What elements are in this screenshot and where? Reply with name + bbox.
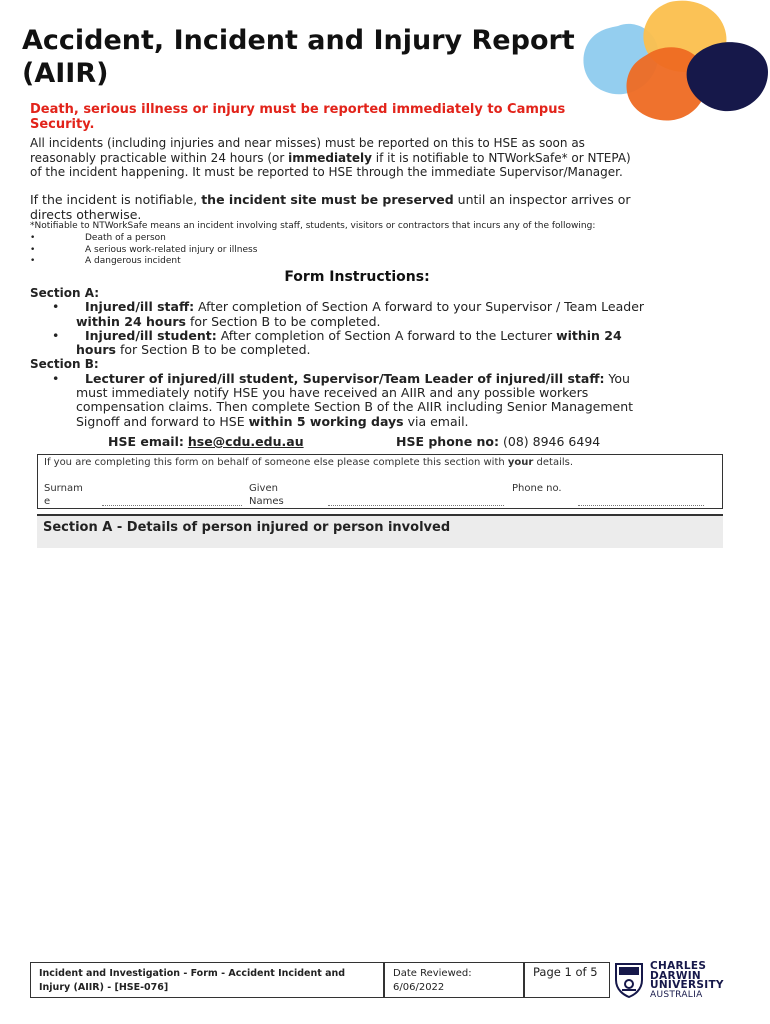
intro-paragraph: [30, 136, 710, 180]
footer-document-name: [39, 967, 345, 995]
wordmark-line: UNIVERSITY: [650, 979, 724, 991]
form-instructions: [30, 286, 710, 429]
surname-label: [44, 483, 83, 508]
note-text: details.: [533, 457, 574, 468]
footer-doc-line: Incident and Investigation - Form - Accident Incident and: [39, 968, 346, 979]
phone-input[interactable]: [578, 505, 704, 506]
notifiable-list: [30, 233, 430, 268]
warning-text: [30, 102, 630, 132]
intro-line-1: All incidents (including injuries and near misses) must be reported on this to HSE as soon as: [30, 136, 585, 150]
instruction-text: for Section B to be completed.: [116, 342, 311, 358]
instruction-text: You: [604, 370, 630, 386]
section-a-header: [37, 514, 723, 548]
intro-text: if it is notifiable to NTWorkSafe* or NTEPA): [371, 150, 631, 165]
instruction-line: [76, 329, 710, 343]
section-a-title: Section A - Details of person injured or person involved: [43, 520, 451, 535]
bullet: •: [52, 299, 60, 315]
instruction-text: for Section B to be completed.: [185, 313, 381, 329]
warning-line-2: Security.: [30, 117, 95, 132]
instruction-line: [76, 415, 710, 429]
footer-date-label: Date Reviewed:: [393, 968, 472, 979]
cdu-wordmark: [650, 962, 760, 1000]
section-b-label: Section B:: [30, 357, 99, 372]
wordmark-line: AUSTRALIA: [650, 989, 703, 1000]
given-label-line: Given: [249, 483, 278, 494]
instruction-text: After completion of Section A forward to your Supervisor / Team Leader: [194, 299, 645, 315]
footer-page-number: Page 1 of 5: [533, 965, 598, 979]
instruction-bold: within 24: [556, 327, 622, 343]
intro-line-3: of the incident happening. It must be reported to HSE through the immediate Supervisor/Manager.: [30, 165, 623, 179]
instruction-item: [30, 329, 710, 358]
instruction-bold: Lecturer of injured/ill student, Supervisor/Team Leader of injured/ill staff:: [85, 370, 605, 386]
instruction-text: via email.: [403, 413, 469, 429]
instruction-bold: within 5 working days: [248, 413, 404, 429]
section-a-label: Section A:: [30, 286, 100, 300]
list-item-text: A serious work-related injury or illness: [85, 244, 258, 255]
footer-document-cell: [30, 962, 384, 998]
instruction-line: [76, 343, 710, 357]
notifiable-text: until an inspector arrives or: [453, 192, 631, 207]
hse-email-link[interactable]: hse@cdu.edu.au: [187, 434, 304, 449]
cdu-crest-icon: [614, 962, 644, 998]
notifiable-bold: the incident site must be preserved: [201, 192, 454, 207]
instruction-line: compensation claims. Then complete Section B of the AIIR including Senior Management: [76, 399, 634, 415]
bullet: •: [30, 233, 36, 243]
list-item: [30, 245, 430, 257]
title-line-1: Accident, Incident and Injury Report: [22, 25, 575, 56]
bullet: •: [52, 327, 60, 343]
footer-doc-line: Injury (AIIR) - [HSE-076]: [39, 982, 169, 993]
instruction-line: [76, 315, 710, 329]
note-text: If you are completing this form on behalf of someone else please complete this section with: [44, 457, 508, 468]
notifiable-footnote: *Notifiable to NTWorkSafe means an incident involving staff, students, visitors or contractors that incurs any of the following:: [30, 221, 596, 231]
instruction-bold: Injured/ill staff:: [85, 299, 195, 315]
on-behalf-section: [37, 454, 723, 509]
instruction-line: [76, 372, 710, 386]
on-behalf-note: [44, 457, 573, 468]
page-title: [22, 24, 622, 90]
given-names-input[interactable]: [328, 505, 504, 506]
instruction-line: [76, 300, 710, 314]
list-item-text: Death of a person: [85, 233, 166, 243]
hse-email-row: [108, 434, 304, 449]
surname-label-line: e: [44, 495, 51, 507]
instruction-text: Signoff and forward to HSE: [76, 413, 249, 429]
bullet: •: [52, 370, 60, 386]
instruction-item: [30, 372, 710, 429]
given-names-label: [249, 483, 284, 508]
intro-bold: immediately: [288, 150, 372, 165]
instruction-line: must immediately notify HSE you have received an AIIR and any possible workers: [76, 385, 589, 401]
instruction-text: After completion of Section A forward to the Lecturer: [216, 327, 557, 343]
list-item: [30, 256, 430, 268]
instruction-item: [30, 300, 710, 329]
footer-date-cell: [384, 962, 524, 998]
note-bold: your: [507, 457, 534, 468]
surname-input[interactable]: [102, 505, 242, 506]
instruction-bold: Injured/ill student:: [85, 327, 217, 343]
wordmark-line: CHARLES: [650, 960, 707, 972]
footer-date-value: 6/06/2022: [393, 982, 445, 993]
title-line-2: (AIIR): [22, 58, 109, 89]
footer-date: [393, 967, 472, 995]
bullet: •: [30, 244, 36, 255]
notifiable-text: If the incident is notifiable,: [30, 192, 202, 207]
bullet: •: [30, 256, 36, 266]
warning-line-1: Death, serious illness or injury must be reported immediately to Campus: [30, 102, 566, 117]
list-item: [30, 233, 430, 245]
list-item-text: A dangerous incident: [85, 256, 181, 266]
instruction-bold: hours: [76, 342, 116, 358]
footer-page-cell: [524, 962, 610, 998]
notifiable-line-2: directs otherwise.: [30, 207, 142, 222]
given-label-line: Names: [249, 495, 284, 507]
instruction-bold: within 24 hours: [76, 313, 186, 329]
wordmark-line: DARWIN: [650, 969, 702, 982]
surname-label-line: Surnam: [44, 483, 83, 494]
hse-email-label: HSE email:: [108, 434, 184, 449]
form-instructions-heading: Form Instructions:: [284, 269, 430, 285]
hse-phone-row: [396, 434, 600, 449]
intro-line-2: [30, 151, 710, 166]
phone-label: Phone no.: [512, 483, 562, 494]
notifiable-line-1: [30, 192, 710, 207]
hse-phone-label: HSE phone no:: [396, 434, 500, 449]
intro-text: reasonably practicable within 24 hours (or: [30, 150, 289, 165]
hse-phone-value: (08) 8946 6494: [503, 434, 601, 449]
notifiable-paragraph: [30, 192, 710, 222]
